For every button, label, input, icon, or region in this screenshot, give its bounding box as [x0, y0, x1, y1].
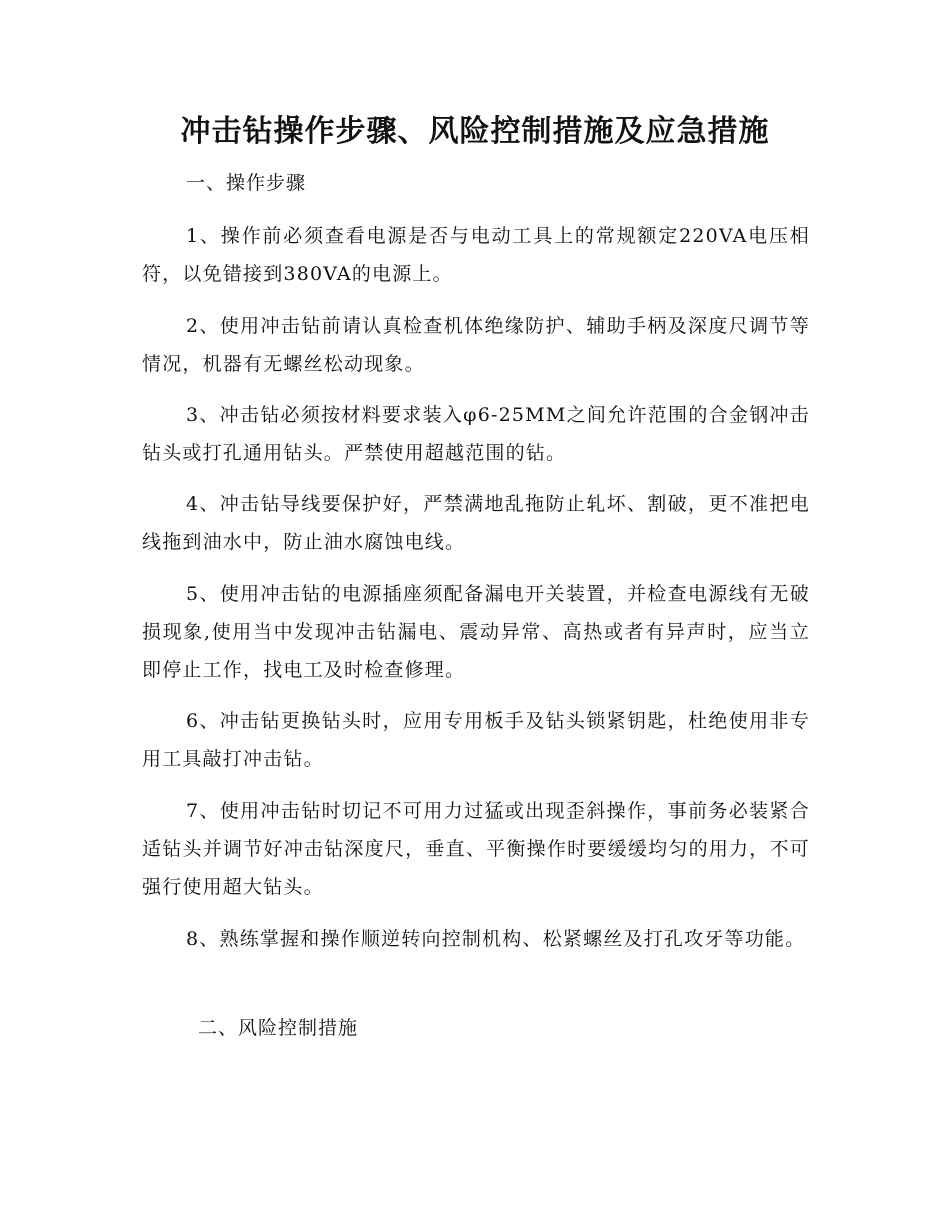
step-paragraph-4: 4、冲击钻导线要保护好，严禁满地乱拖防止轧坏、割破，更不准把电线拖到油水中，防止油水腐蚀电线。 [142, 493, 810, 553]
document-title: 冲击钻操作步骤、风险控制措施及应急措施 [180, 114, 770, 149]
step-paragraph-1: 1、操作前必须查看电源是否与电动工具上的常规额定220VA电压相符，以免错接到380VA的电源上。 [142, 225, 810, 285]
step-paragraph-8: 8、熟练掌握和操作顺逆转向控制机构、松紧螺丝及打孔攻牙等功能。 [186, 928, 806, 950]
section-heading-risk-control: 二、风险控制措施 [198, 1017, 359, 1039]
step-paragraph-6: 6、冲击钻更换钻头时，应用专用板手及钻头锁紧钥匙，杜绝使用非专用工具敲打冲击钻。 [142, 710, 810, 770]
step-paragraph-5: 5、使用冲击钻的电源插座须配备漏电开关装置，并检查电源线有无破损现象,使用当中发现冲击钻漏电、震动异常、高热或者有异声时，应当立即停止工作，找电工及时检查修理。 [142, 583, 810, 681]
section-heading-operation-steps: 一、操作步骤 [186, 172, 307, 194]
step-paragraph-2: 2、使用冲击钻前请认真检查机体绝缘防护、辅助手柄及深度尺调节等情况，机器有无螺丝松动现象。 [142, 315, 810, 375]
step-paragraph-7: 7、使用冲击钻时切记不可用力过猛或出现歪斜操作，事前务必装紧合适钻头并调节好冲击钻深度尺，垂直、平衡操作时要缓缓均匀的用力，不可强行使用超大钻头。 [142, 800, 810, 898]
step-paragraph-3: 3、冲击钻必须按材料要求装入φ6-25MM之间允许范围的合金钢冲击钻头或打孔通用钻头。严禁使用超越范围的钻。 [142, 404, 810, 464]
